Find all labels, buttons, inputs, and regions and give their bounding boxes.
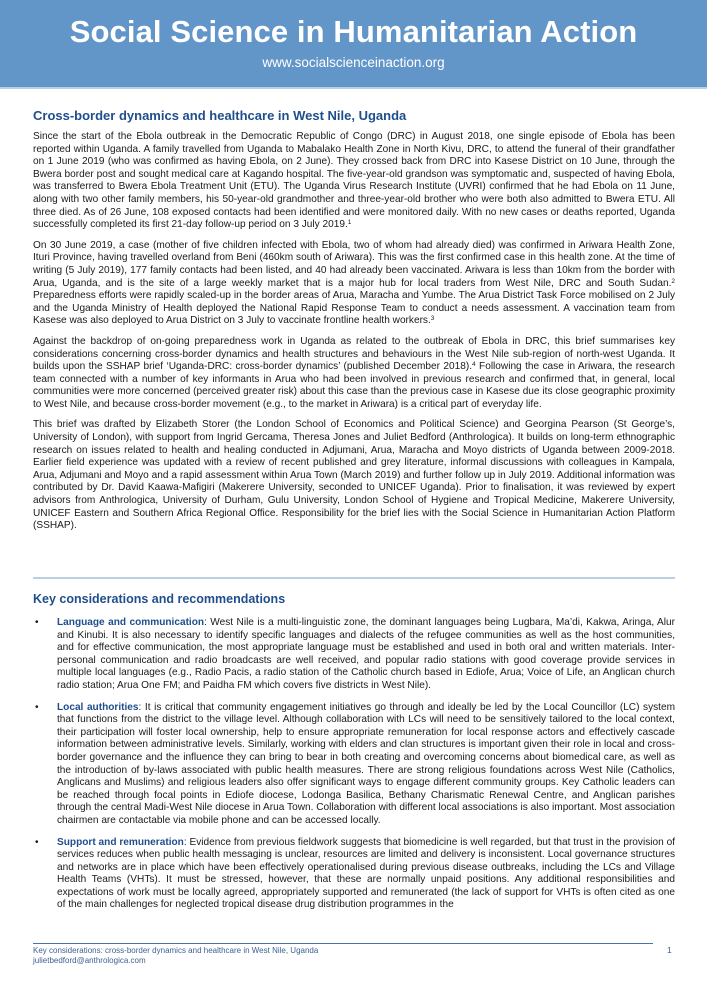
paragraph-2 (33, 240, 675, 328)
header-banner (0, 0, 707, 87)
paragraph-text: On 30 June 2019, a case (mother of five children infected with Ebola, two of whom had already died) was confirmed in Ariwara Health Zone, Ituri Province, having travelled overland from Beni (460km south of Ariwara). This was the first confirmed case in this health zone. At the time of writing (5 July 2019), 177 family contacts had been listed, and 40 had already been vaccinated. Ariwara is less than 10km from the border with Arua, Uganda, and is the site of a large weekly market that is a major hub for local traders from West Nile, DRC and South Sudan. (33, 239, 675, 289)
section-title: Key considerations and recommendations (33, 592, 286, 606)
site-url[interactable]: www.socialscienceinaction.org (262, 55, 445, 70)
bullet-icon: • (35, 701, 39, 713)
site-title: Social Science in Humanitarian Action (69, 14, 638, 49)
paragraph-text: Following the case in Ariwara, the research team connected with a number of key informants in Arua who had been involved in previous research and confirmed that, in general, local communities were more concerned (perceived greater risk) about this case than the previous case in Kasese due its close geographic proximity to West Nile, and because cross-border movement (e.g., to the market in Ariwara) is a critical part of everyday life. (33, 361, 675, 410)
paragraph-text: Preparedness efforts were rapidly scaled-up in the border areas of Arua, Maracha and Yumbe. The Arua District Task Force mobilised on 2 July and the Uganda Ministry of Health deployed the National Rapid Response Team to conduct a needs assessment. A vaccination team from Kasese was also deployed to Arua District on 3 July to vaccinate frontline health workers. (33, 290, 675, 327)
paragraph-3 (33, 336, 675, 412)
footnote-ref[interactable]: 2 (671, 277, 675, 285)
paragraph-1 (33, 131, 675, 232)
list-item (33, 702, 675, 828)
footnote-ref[interactable]: 3 (430, 315, 435, 323)
page-number: 1 (667, 945, 672, 955)
paragraph-text: This brief was drafted by Elizabeth Storer (the London School of Economics and Political Science) and Georgina Pearson (St George’s, University of London), with support from Ingrid Gercama, Theresa Jones and Juliet Bedford (Anthrologica). It builds on long-term ethnographic research on issues related to health and healing conducted in Adjumani, Arua, Maracha and Moyo districts of Uganda between 2009-2018. Earlier field experience was updated with a review of recent published and grey literature, informal discussions with colleagues in Kampala, Arua, Adjumani and Moyo and a rapid assessment within Arua Town (March 2019) and further follow up in July 2019. Additional information was contributed by Dr. David Kaawa-Mafigiri (Makerere University, seconded to UNICEF Uganda). Prior to finalisation, it was reviewed by expert advisors from Anthrologica, University of Durham, Gulu University, London School of Hygiene and Tropical Medicine, Makerere University, UNICEF Eastern and Southern Africa Regional Office. Responsibility for the brief lies with the Social Science in Humanitarian Action Platform (SSHAP). (33, 419, 675, 532)
recommendations-list (33, 617, 675, 921)
section-divider (33, 577, 675, 579)
banner-divider (0, 87, 707, 89)
bullet-text: : It is critical that community engagement initiatives go through and ideally be led by the Local Councillor (LC) system that functions from the district to the village level. Although collaboration with LCs will need to be sensitively tailored to the local context, their participation will foster local ownership, help to ensure appropriate remuneration for local response actors and effectively cascade information between administrative levels. Similarly, working with elders and clan structures is important given their role in local and cross-border governance and the influence they can bring to bear in both creating and overcoming concerns about biomedical care, as well as the introduction of by-laws associated with public health measures. There are strong religious foundations across West Nile (Catholics, Anglicans and Muslims) and religious leaders also offer significant ways to engage different community groups. Key Catholic leaders can be reached through focal points in Ediofe diocese, Lodonga Basilica, Bethany Charismatic Renewal Centre, and Anglican parishes through the central Madi-West Nile diocese in Arua Town. Collaboration with different local associations is also important. Most association chairmen are contactable via mobile phone and can be accessed locally. (57, 701, 676, 826)
list-item (33, 617, 675, 693)
footer-title: Key considerations: cross-border dynamics and healthcare in West Nile, Uganda (33, 946, 319, 955)
bullet-icon: • (35, 617, 39, 628)
document-title: Cross-border dynamics and healthcare in West Nile, Uganda (33, 108, 407, 123)
paragraph-text: Since the start of the Ebola outbreak in the Democratic Republic of Congo (DRC) in August 2018, one single episode of Ebola has been reported within Uganda. A family travelled from Uganda to Mabalako Health Zone in North Kivu, DRC, to attend the funeral of their grandfather on 1 June 2019 (who was confirmed as having Ebola, on 2 June). They crossed back from DRC into Kasese District on 10 June, through the Bwera border post and sought medical care at Kagando hospital. The five-year-old grandson was symptomatic and, suspected of having Ebola, was transferred to Bwera Ebola Treatment Unit (ETU). The Uganda Virus Research Institute (UVRI) confirmed that he had Ebola on 11 June, along with two other family members, his 50-year-old grandmother and three-year-old brother who were both also admitted to Bwera ETU. All three died. As of 26 June, 108 exposed contacts had been identified and were monitored daily. With no new cases or deaths reported, Uganda successfully completed its first 21-day follow-up period on 3 July 2019. (33, 131, 675, 231)
bullet-icon: • (35, 836, 39, 848)
bullet-text: : West Nile is a multi-linguistic zone, the dominant languages being Lugbara, Ma’di, Kakwa, Aringa, Alur and Kinubi. It is also necessary to identify specific languages and dialects of the refugee communities as well as the host communities, and for effective communication, the most appropriate language must be established and used in both oral and written materials. Inter-personal communication and radio broadcasts are well received, and popular radio stations with good coverage provide services in multiple local languages (e.g., Radio Pacis, a radio station of the Catholic church based in Ediofe, Arua; Voice of Life, an Anglican church radio station; Arua One FM; and Paidha FM which covers five districts in West Nile). (57, 617, 675, 691)
footer-divider (33, 943, 653, 944)
footnote-ref[interactable]: 4 (472, 361, 476, 369)
bullet-lead: Support and remuneration (57, 836, 184, 848)
bullet-lead: Local authorities (57, 701, 139, 713)
paragraph-text: Against the backdrop of on-going preparedness work in Uganda as related to the outbreak of Ebola in DRC, this brief summarises key considerations concerning cross-border dynamics and health structures and behaviours in the West Nile sub-region of north-west Uganda. It builds upon the SSHAP brief ‘Uganda-DRC: cross-border dynamics’ (published December 2018). (33, 335, 675, 373)
footnote-ref[interactable]: 1 (347, 219, 352, 227)
paragraph-4 (33, 419, 675, 532)
footer-email[interactable]: julietbedford@anthrologica.com (33, 956, 146, 965)
footer (33, 946, 318, 966)
bullet-text: : Evidence from previous fieldwork suggests that biomedicine is well regarded, but that trust in the provision of services reduces when public health messaging is unclear, resources are limited and delivery is inconsistent. Local governance structures and networks are in place which have been effectively operationalised during previous disease outbreaks, including the LCs and Village Health Teams (VHTs). It must be stressed, however, that these are normally unpaid positions. Any additional responsibilities and expectations of work must be locally agreed, appropriately supported and remunerated (the lack of support for VHTs is often cited as one of the main challenges for neglected tropical disease drug distribution programmes in the (57, 836, 675, 911)
bullet-lead: Language and communication (57, 617, 205, 628)
intro-content (33, 131, 675, 541)
list-item (33, 837, 675, 913)
